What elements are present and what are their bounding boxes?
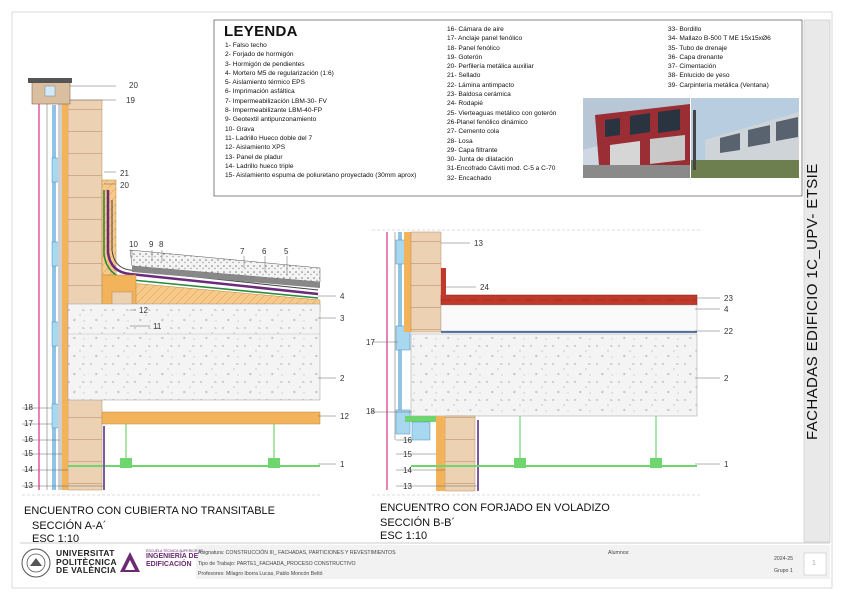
footer-tipo: Tipo de Trabajo: PARTE1_FACHADA_PROCESO CONSTRUCTIVO bbox=[198, 560, 356, 567]
legend-item: 6- Imprimación asfáltica bbox=[225, 88, 295, 96]
legend-item: 4- Mortero M5 de regularización (1:6) bbox=[225, 69, 334, 77]
legend-item: 32- Encachado bbox=[447, 174, 492, 182]
legend-item: 14- Ladrillo hueco triple bbox=[225, 162, 294, 170]
legend-item: 1- Falso techo bbox=[225, 42, 267, 49]
label-a-19: 19 bbox=[126, 96, 135, 105]
footer-info bbox=[198, 548, 396, 580]
label-b-23: 23 bbox=[724, 294, 733, 303]
label-a-20: 20 bbox=[120, 181, 129, 190]
label-b-13-top: 13 bbox=[474, 239, 483, 248]
legend-item: 15- Aislamiento espuma de poliuretano proyectado (30mm aprox) bbox=[225, 172, 417, 180]
label-a-1: 1 bbox=[340, 460, 345, 469]
legend-item: 18- Panel fenólico bbox=[447, 44, 500, 52]
side-title: FACHADAS EDIFICIO 1C_UPV- ETSIE bbox=[804, 163, 821, 440]
label-a-16: 16 bbox=[24, 435, 33, 444]
legend-item: 27- Cemento cola bbox=[447, 128, 500, 136]
legend-item: 38- Enlucido de yeso bbox=[668, 72, 730, 80]
legend-item: 39- Carpintería metálica (Ventana) bbox=[668, 81, 769, 89]
legend-item: 37- Cimentación bbox=[668, 63, 717, 71]
legend-item: 12- Aislamiento XPS bbox=[225, 144, 286, 152]
label-a-9: 9 bbox=[149, 240, 154, 249]
label-a-8: 8 bbox=[159, 240, 164, 249]
legend-item: 3- Hormigón de pendientes bbox=[225, 60, 305, 68]
legend-item: 31-Encofrado Cáviti mod. C-5 a C-70 bbox=[447, 165, 556, 173]
legend-item: 36- Capa drenante bbox=[668, 53, 723, 61]
legend-item: 25- Vierteaguas metálico con goterón bbox=[447, 109, 557, 117]
label-b-18: 18 bbox=[366, 407, 375, 416]
legend-title: LEYENDA bbox=[224, 23, 298, 40]
legend-item: 17- Anclaje panel fenólico bbox=[447, 35, 523, 43]
label-a-12-right: 12 bbox=[340, 412, 349, 421]
label-a-21: 21 bbox=[120, 169, 129, 178]
legend-item: 10- Grava bbox=[225, 125, 255, 133]
legend-item: 13- Panel de pladur bbox=[225, 153, 283, 161]
legend-column-3 bbox=[668, 25, 771, 90]
label-b-24: 24 bbox=[480, 283, 489, 292]
label-a-5: 5 bbox=[284, 247, 289, 256]
legend-item: 16- Cámara de aire bbox=[447, 26, 504, 33]
legend-column-2 bbox=[447, 25, 556, 183]
footer-asignatura: Asignatura: CONSTRUCCIÓN III_ FACHADAS, PARTICIONES Y REVESTIMIENTOS bbox=[198, 550, 396, 556]
label-b-22: 22 bbox=[724, 327, 733, 336]
footer-year: 2024-25 bbox=[774, 556, 794, 562]
footer-alumnos: Alumnos: bbox=[608, 550, 630, 556]
section-b-title: ENCUENTRO CON FORJADO EN VOLADIZO bbox=[380, 502, 610, 514]
legend-item: 30- Junta de dilatación bbox=[447, 156, 514, 164]
section-a-scale: ESC 1:10 bbox=[32, 533, 80, 545]
legend-item: 9- Geotextil antipunzonamiento bbox=[225, 116, 317, 124]
legend-item: 24- Rodapié bbox=[447, 100, 483, 108]
section-b-scale: ESC 1:10 bbox=[380, 530, 428, 542]
label-a-13: 13 bbox=[24, 481, 33, 490]
label-b-16: 16 bbox=[403, 436, 412, 445]
legend-item: 22- Lámina antimpacto bbox=[447, 81, 515, 89]
legend-item: 5- Aislamiento térmico EPS bbox=[225, 79, 305, 87]
school-caption: ESCUELA TÉCNICA SUPERIOR DE bbox=[146, 549, 204, 553]
label-b-15: 15 bbox=[403, 450, 412, 459]
label-a-7: 7 bbox=[240, 247, 245, 256]
legend-item: 21- Sellado bbox=[447, 72, 481, 80]
section-b-subtitle: SECCIÓN B-B´ bbox=[380, 517, 456, 529]
label-b-13: 13 bbox=[403, 482, 412, 491]
sheet-number: 1 bbox=[812, 560, 816, 567]
label-b-4: 4 bbox=[724, 305, 729, 314]
label-a-4: 4 bbox=[340, 292, 345, 301]
legend-item: 23- Baldosa cerámica bbox=[447, 91, 511, 99]
label-a-3: 3 bbox=[340, 314, 345, 323]
label-a-11: 11 bbox=[153, 322, 162, 331]
label-a-18: 18 bbox=[24, 403, 33, 412]
legend-item: 19- Goterón bbox=[447, 53, 483, 61]
legend-item: 28- Losa bbox=[447, 137, 473, 145]
legend-item: 2- Forjado de hormigón bbox=[225, 51, 294, 59]
legend-item: 11- Ladrillo Hueco doble del 7 bbox=[225, 134, 313, 142]
label-a-12-inner: 12 bbox=[139, 306, 148, 315]
legend-item: 34- Mallazo B-500 T ME 15x15xØ6 bbox=[668, 35, 771, 43]
label-a-2: 2 bbox=[340, 374, 345, 383]
section-a-title: ENCUENTRO CON CUBIERTA NO TRANSITABLE bbox=[24, 505, 276, 517]
university-name: UNIVERSITAT POLITÈCNICA DE VALÈNCIA bbox=[56, 548, 117, 576]
label-a-14: 14 bbox=[24, 465, 33, 474]
label-a-10: 10 bbox=[129, 240, 138, 249]
label-b-14: 14 bbox=[403, 466, 412, 475]
legend-item: 7- Impermeabilización LBM-30- FV bbox=[225, 97, 327, 105]
legend-item: 26-Planel fenólico dinámico bbox=[447, 118, 528, 126]
legend-item: 33- Bordillo bbox=[668, 26, 702, 33]
label-a-15: 15 bbox=[24, 449, 33, 458]
legend-item: 35- Tubo de drenaje bbox=[668, 44, 728, 52]
footer-group: Grupo 1 bbox=[774, 568, 793, 574]
legend-item: 20- Perfilería metálica auxiliar bbox=[447, 63, 534, 71]
label-b-1: 1 bbox=[724, 460, 729, 469]
school-name: INGENIERÍA DE EDIFICACIÓN bbox=[146, 553, 199, 568]
label-b-17: 17 bbox=[366, 338, 375, 347]
section-a-subtitle: SECCIÓN A-A´ bbox=[32, 520, 107, 532]
footer-profesores: Profesores: Milagro Iborra Lucas, Pablo Moncón Beltó bbox=[198, 571, 323, 577]
legend-column-1 bbox=[225, 41, 440, 180]
label-a-6: 6 bbox=[262, 247, 267, 256]
label-a-20-top: 20 bbox=[129, 81, 138, 90]
legend-item: 29- Capa filtrante bbox=[447, 146, 498, 154]
legend-item: 8- Impermeabilizante LBM-40-FP bbox=[225, 107, 323, 115]
label-a-17: 17 bbox=[24, 419, 33, 428]
label-b-2: 2 bbox=[724, 374, 729, 383]
